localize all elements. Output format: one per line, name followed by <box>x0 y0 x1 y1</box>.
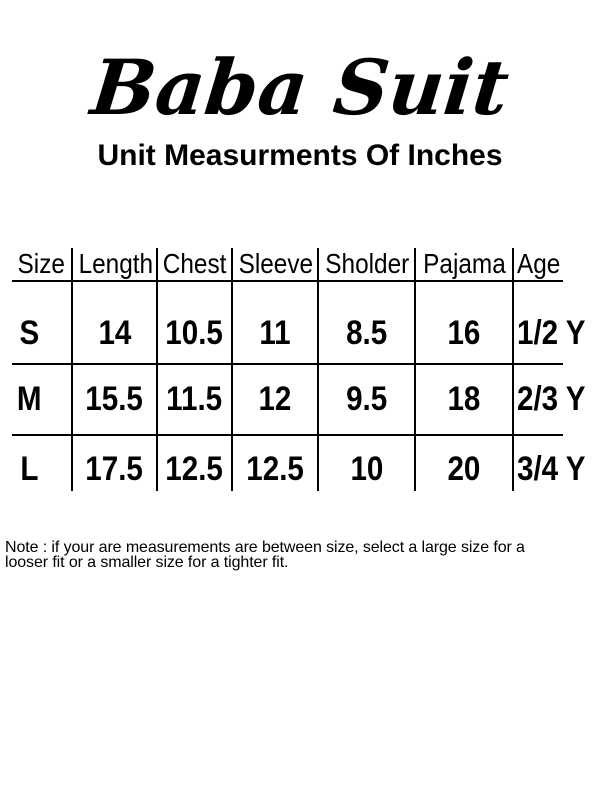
column-header-age-label: Age <box>517 248 561 279</box>
column-header-chest-label: Chest <box>162 248 227 279</box>
cell-l-size <box>12 435 72 491</box>
size-chart-table <box>12 248 586 491</box>
cell-s-size <box>12 281 72 364</box>
cell-m-sleeve-value: 12 <box>258 380 292 418</box>
cell-l-sholder-value: 10 <box>350 450 383 488</box>
cell-l-pajama-value: 20 <box>447 450 481 488</box>
column-header-age <box>513 248 563 281</box>
cell-l-size-value: L <box>20 450 39 488</box>
cell-l-pajama <box>415 435 513 491</box>
cell-l-length-value: 17.5 <box>85 450 144 488</box>
page-subtitle: Unit Measurments Of Inches <box>97 139 503 172</box>
column-header-sleeve-label: Sleeve <box>238 248 314 279</box>
column-header-chest <box>157 248 232 281</box>
cell-l-sholder <box>318 435 415 491</box>
column-header-size <box>12 248 72 281</box>
column-header-length-label: Length <box>78 248 154 279</box>
cell-s-size-value: S <box>19 314 40 352</box>
cell-m-sholder-value: 9.5 <box>345 380 388 418</box>
cell-m-length <box>72 364 157 435</box>
fit-note-line-2: looser fit or a smaller size for a tighter fit. <box>5 553 289 571</box>
cell-l-age <box>513 435 586 491</box>
column-header-length <box>72 248 157 281</box>
table-row-size-s <box>12 281 563 364</box>
cell-l-sleeve <box>232 435 318 491</box>
cell-m-age-value: 2/3 Y <box>517 380 586 418</box>
cell-m-chest-value: 11.5 <box>166 380 223 418</box>
fit-note-line-1: Note : if your are measurements are between size, select a large size for a <box>5 539 525 556</box>
cell-s-sholder-value: 8.5 <box>345 314 388 352</box>
page-title: Baba Suit <box>87 43 513 132</box>
cell-s-pajama <box>415 281 513 364</box>
cell-m-length-value: 15.5 <box>85 380 144 418</box>
cell-l-age-value: 3/4 Y <box>517 450 586 488</box>
cell-l-sleeve-value: 12.5 <box>246 450 304 488</box>
cell-m-pajama <box>415 364 513 435</box>
cell-s-pajama-value: 16 <box>447 314 481 352</box>
cell-l-chest-value: 12.5 <box>165 450 224 488</box>
cell-m-sleeve <box>232 364 318 435</box>
cell-s-sleeve <box>232 281 318 364</box>
column-header-size-label: Size <box>17 248 66 279</box>
cell-m-pajama-value: 18 <box>447 380 481 418</box>
cell-s-chest <box>157 281 232 364</box>
cell-l-length <box>72 435 157 491</box>
cell-l-chest <box>157 435 232 491</box>
cell-s-length-value: 14 <box>98 314 131 352</box>
cell-m-chest <box>157 364 232 435</box>
cell-m-size <box>12 364 72 435</box>
fit-note <box>5 541 600 570</box>
column-header-sleeve <box>232 248 318 281</box>
header-row <box>12 248 563 281</box>
cell-s-age-value: 1/2 Y <box>517 314 586 352</box>
cell-s-chest-value: 10.5 <box>165 314 224 352</box>
cell-s-length <box>72 281 157 364</box>
column-header-pajama-label: Pajama <box>422 248 506 279</box>
cell-m-sholder <box>318 364 415 435</box>
cell-m-size-value: M <box>17 380 42 418</box>
cell-s-sleeve-value: 11 <box>259 314 291 352</box>
column-header-sholder-label: Sholder <box>325 248 410 279</box>
column-header-pajama <box>415 248 513 281</box>
table-row-size-l <box>12 435 563 491</box>
column-header-sholder <box>318 248 415 281</box>
cell-s-age <box>513 281 586 364</box>
cell-m-age <box>513 364 586 435</box>
cell-s-sholder <box>318 281 415 364</box>
table-row-size-m <box>12 364 563 435</box>
